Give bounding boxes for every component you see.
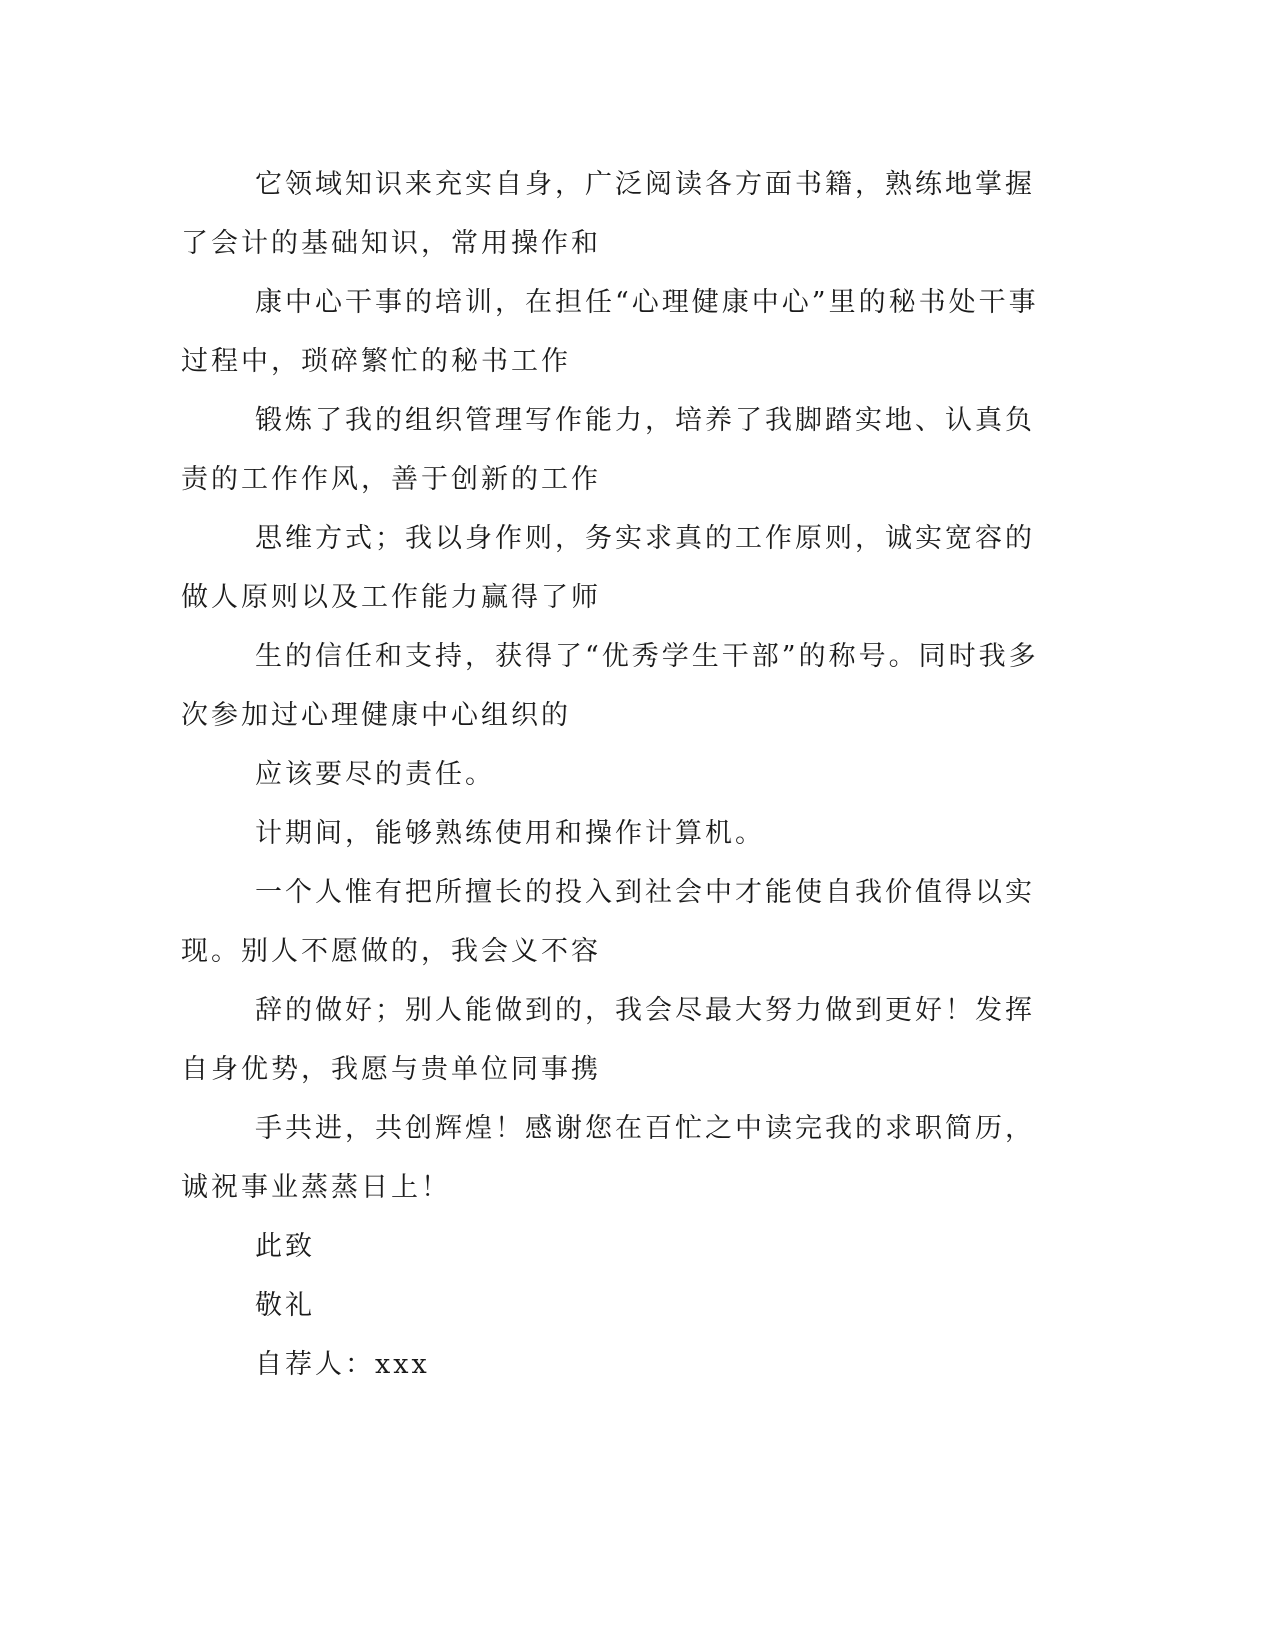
signature-line: 自荐人：xxx — [255, 1349, 430, 1380]
letter-body — [181, 155, 1061, 1394]
paragraph: 手共进，共创辉煌！感谢您在百忙之中读完我的求职简历，诚祝事业蒸蒸日上！ — [181, 1113, 1035, 1203]
paragraph: 锻炼了我的组织管理写作能力，培养了我脚踏实地、认真负责的工作作风，善于创新的工作 — [181, 405, 1035, 495]
paragraph: 康中心干事的培训，在担任“心理健康中心”里的秘书处干事过程中，琐碎繁忙的秘书工作 — [181, 287, 1039, 377]
closing-salutation: 此致 — [255, 1231, 315, 1262]
paragraph: 应该要尽的责任。 — [255, 759, 495, 790]
paragraph: 辞的做好；别人能做到的，我会尽最大努力做到更好！发挥自身优势，我愿与贵单位同事携 — [181, 995, 1035, 1085]
paragraph: 思维方式；我以身作则，务实求真的工作原则，诚实宽容的做人原则以及工作能力赢得了师 — [181, 523, 1035, 613]
paragraph: 计期间，能够熟练使用和操作计算机。 — [255, 818, 765, 849]
closing-regards: 敬礼 — [255, 1290, 315, 1321]
paragraph: 一个人惟有把所擅长的投入到社会中才能使自我价值得以实现。别人不愿做的，我会义不容 — [181, 877, 1035, 967]
paragraph: 生的信任和支持，获得了“优秀学生干部”的称号。同时我多次参加过心理健康中心组织的 — [181, 641, 1039, 731]
paragraph: 它领域知识来充实自身，广泛阅读各方面书籍，熟练地掌握了会计的基础知识，常用操作和 — [181, 169, 1035, 259]
